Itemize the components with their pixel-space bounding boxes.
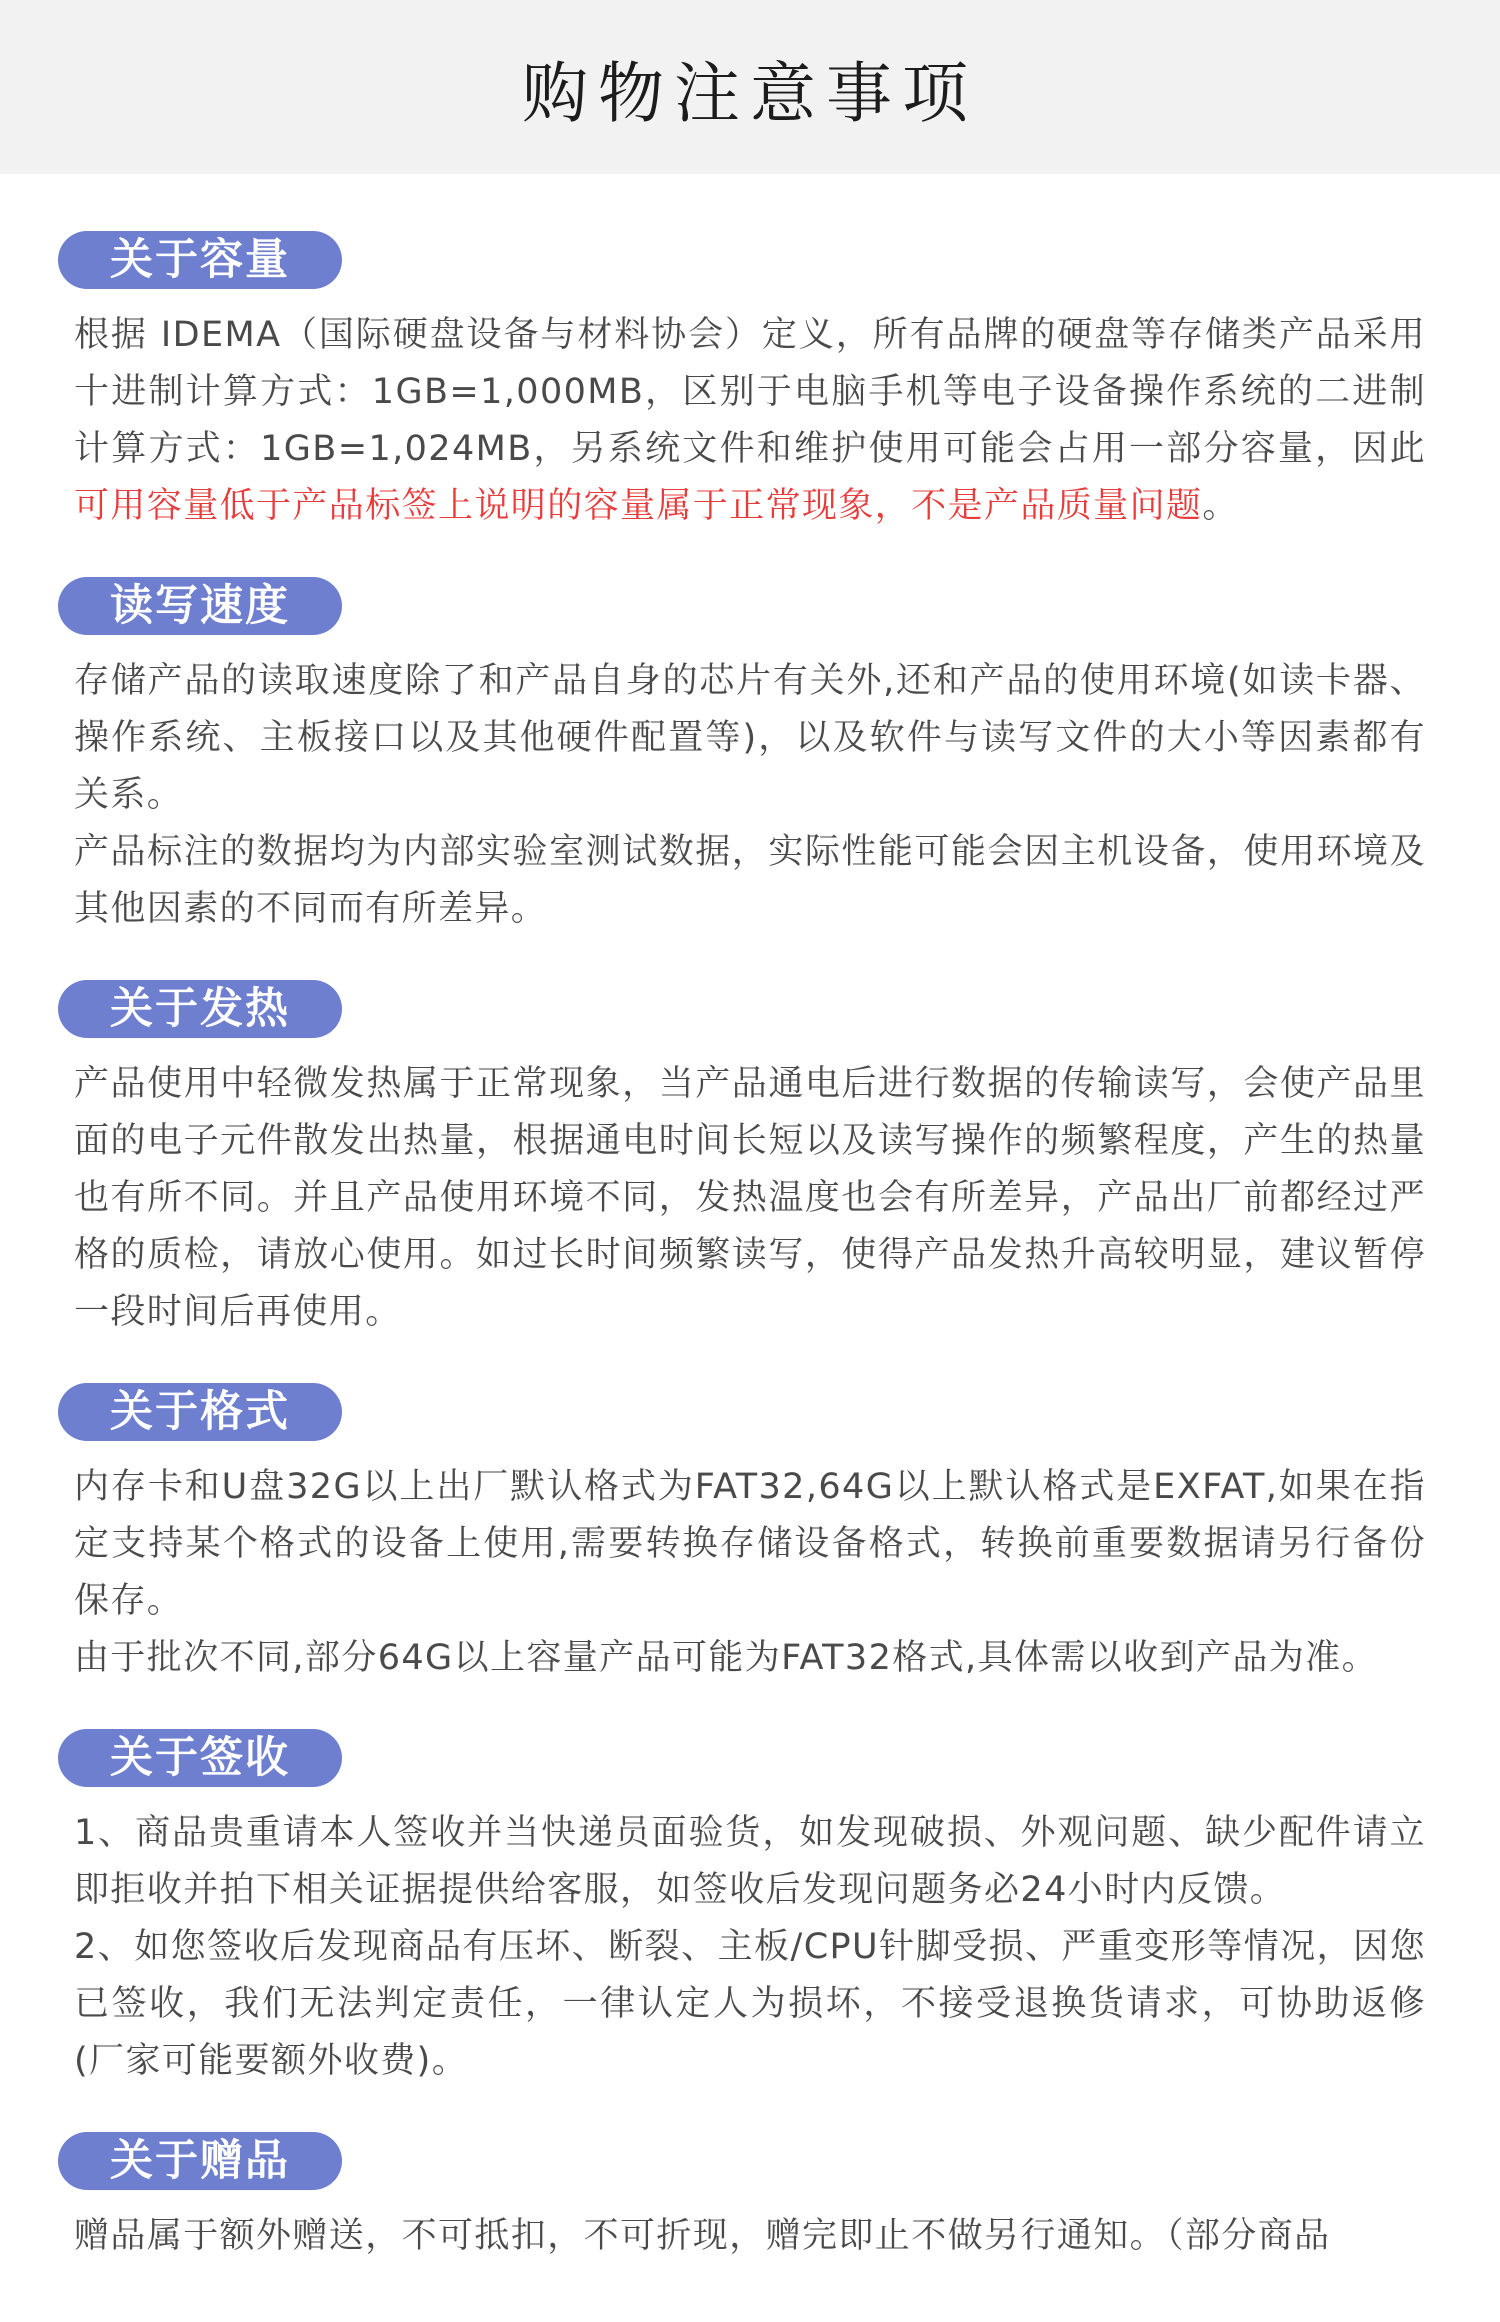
section-gifts <box>0 2132 1500 2265</box>
capacity-text-main: 根据 IDEMA（国际硬盘设备与材料协会）定义，所有品牌的硬盘等存储类产品采用十进制计算方式：1GB=1,000MB，区别于电脑手机等电子设备操作系统的二进制计算方式：1GB=1,024MB，另系统文件和维护使用可能会占用一部分容量，因此 <box>74 315 1426 469</box>
page-title: 购物注意事项 <box>522 54 978 132</box>
section-capacity <box>0 231 1500 535</box>
format-text-2: 由于批次不同,部分64G以上容量产品可能为FAT32格式,具体需以收到产品为准。 <box>74 1638 1378 1678</box>
section-heat <box>0 980 1500 1341</box>
section-title-capacity: 关于容量 <box>58 231 342 289</box>
section-title-speed: 读写速度 <box>58 577 342 635</box>
capacity-text-end: 。 <box>1202 486 1239 526</box>
capacity-highlight: 可用容量低于产品标签上说明的容量属于正常现象，不是产品质量问题 <box>74 486 1203 526</box>
section-title-format: 关于格式 <box>58 1383 342 1441</box>
capacity-text <box>74 307 1426 535</box>
speed-text-2: 产品标注的数据均为内部实验室测试数据，实际性能可能会因主机设备，使用环境及其他因素的不同而有所差异。 <box>74 832 1426 929</box>
heat-text: 产品使用中轻微发热属于正常现象，当产品通电后进行数据的传输读写，会使产品里面的电子元件散发出热量，根据通电时间长短以及读写操作的频繁程度，产生的热量也有所不同。并且产品使用环境不同，发热温度也会有所差异，产品出厂前都经过严格的质检，请放心使用。如过长时间频繁读写，使得产品发热升高较明显，建议暂停一段时间后再使用。 <box>74 1064 1426 1332</box>
format-text-1: 内存卡和U盘32G以上出厂默认格式为FAT32,64G以上默认格式是EXFAT,如果在指定支持某个格式的设备上使用,需要转换存储设备格式，转换前重要数据请另行备份保存。 <box>74 1467 1426 1621</box>
section-title-gifts: 关于赠品 <box>58 2132 342 2190</box>
page-header <box>0 0 1500 174</box>
signing-text-2: 2、如您签收后发现商品有压坏、断裂、主板/CPU针脚受损、严重变形等情况，因您已签收，我们无法判定责任，一律认定人为损坏，不接受退换货请求，可协助返修(厂家可能要额外收费)。 <box>74 1927 1426 2081</box>
section-title-heat: 关于发热 <box>58 980 342 1038</box>
signing-text-1: 1、商品贵重请本人签收并当快递员面验货，如发现破损、外观问题、缺少配件请立即拒收并拍下相关证据提供给客服，如签收后发现问题务必24小时内反馈。 <box>74 1813 1426 1910</box>
speed-text-1: 存储产品的读取速度除了和产品自身的芯片有关外,还和产品的使用环境(如读卡器、操作系统、主板接口以及其他硬件配置等)，以及软件与读写文件的大小等因素都有关系。 <box>74 661 1426 815</box>
section-speed <box>0 577 1500 938</box>
section-title-signing: 关于签收 <box>58 1729 342 1787</box>
section-format <box>0 1383 1500 1687</box>
section-signing <box>0 1729 1500 2090</box>
gifts-text: 赠品属于额外赠送，不可抵扣，不可折现，赠完即止不做另行通知。（部分商品 <box>74 2216 1331 2256</box>
